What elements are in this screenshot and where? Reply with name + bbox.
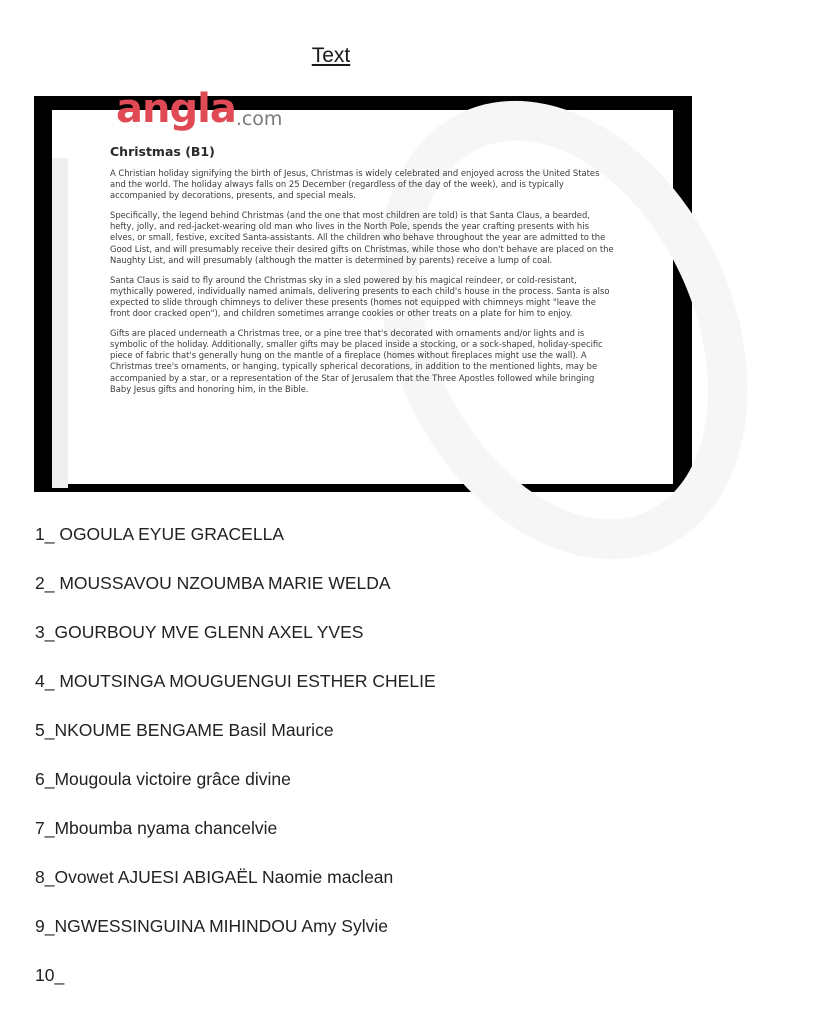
- list-item: 1_ OGOULA EYUE GRACELLA: [35, 524, 284, 544]
- document-body: [110, 168, 615, 404]
- page-title: Text: [311, 44, 351, 67]
- document-heading: Christmas (B1): [110, 144, 215, 159]
- logo-word: angla: [116, 86, 236, 132]
- logo-suffix: .com: [235, 108, 283, 130]
- sheet-margin-stripe: [52, 158, 68, 488]
- list-item: 6_Mougoula victoire grâce divine: [35, 769, 291, 789]
- list-item: 7_Mboumba nyama chancelvie: [35, 818, 278, 838]
- document-paragraph: Gifts are placed underneath a Christmas tree, or a pine tree that's decorated with ornaments and/or lights and is symbolic of the holiday. Additionally, smaller gifts may be placed inside a stocking, or a sock-shaped, holiday-specific piece of fabric that's generally hung on the mantle of a fireplace (homes without fireplaces might use the wall). A Christmas tree's ornaments, or hanging, typically spherical decorations, in addition to the mentioned lights, may be accompanied by a star, or a representation of the Star of Jerusalem that the Three Apostles followed while bringing Baby Jesus gifts and honoring him, in the Bible.: [110, 328, 603, 394]
- embedded-document-image: [34, 86, 692, 492]
- list-item: 5_NKOUME BENGAME Basil Maurice: [35, 720, 334, 740]
- document-sheet: [52, 86, 673, 484]
- student-name-list: [35, 522, 436, 1012]
- list-item: 8_Ovowet AJUESI ABIGAËL Naomie maclean: [35, 867, 394, 887]
- list-item: 9_NGWESSINGUINA MIHINDOU Amy Sylvie: [35, 916, 388, 936]
- site-logo: [116, 86, 283, 132]
- document-paragraph: Santa Claus is said to fly around the Christmas sky in a sled powered by his magical reindeer, or cold-resistant, mythically powered, individually named animals, delivering presents to each child's house in the process. Santa is also expected to slide through chimneys to deliver these presents (homes not equipped with chimneys might "leave the front door cracked open"), and children sometimes arrange cookies or other treats on a plate for him to enjoy.: [110, 274, 610, 319]
- list-item: 10_: [35, 965, 65, 985]
- document-paragraph: A Christian holiday signifying the birth of Jesus, Christmas is widely celebrated and enjoyed across the United States and the world. The holiday always falls on 25 December (regardless of the day of the week), and is typically accompanied by decorations, presents, and special meals.: [110, 168, 600, 201]
- list-item: 2_ MOUSSAVOU NZOUMBA MARIE WELDA: [35, 573, 391, 593]
- list-item: 4_ MOUTSINGA MOUGUENGUI ESTHER CHELIE: [35, 671, 436, 691]
- list-item: 3_GOURBOUY MVE GLENN AXEL YVES: [35, 622, 364, 642]
- document-paragraph: Specifically, the legend behind Christmas (and the one that most children are told) is that Santa Claus, a bearded, hefty, jolly, and red-jacket-wearing old man who lives in the North Pole, spends the year crafting presents with his elves, or small, festive, excited Santa-assistants. All the children who behave throughout the year are admitted to the Good List, and will presumably receive their desired gifts on Christmas, while those who don't behave are placed on the Naughty List, and will presumably (although the matter is determined by parents) receive a lump of coal.: [110, 210, 614, 265]
